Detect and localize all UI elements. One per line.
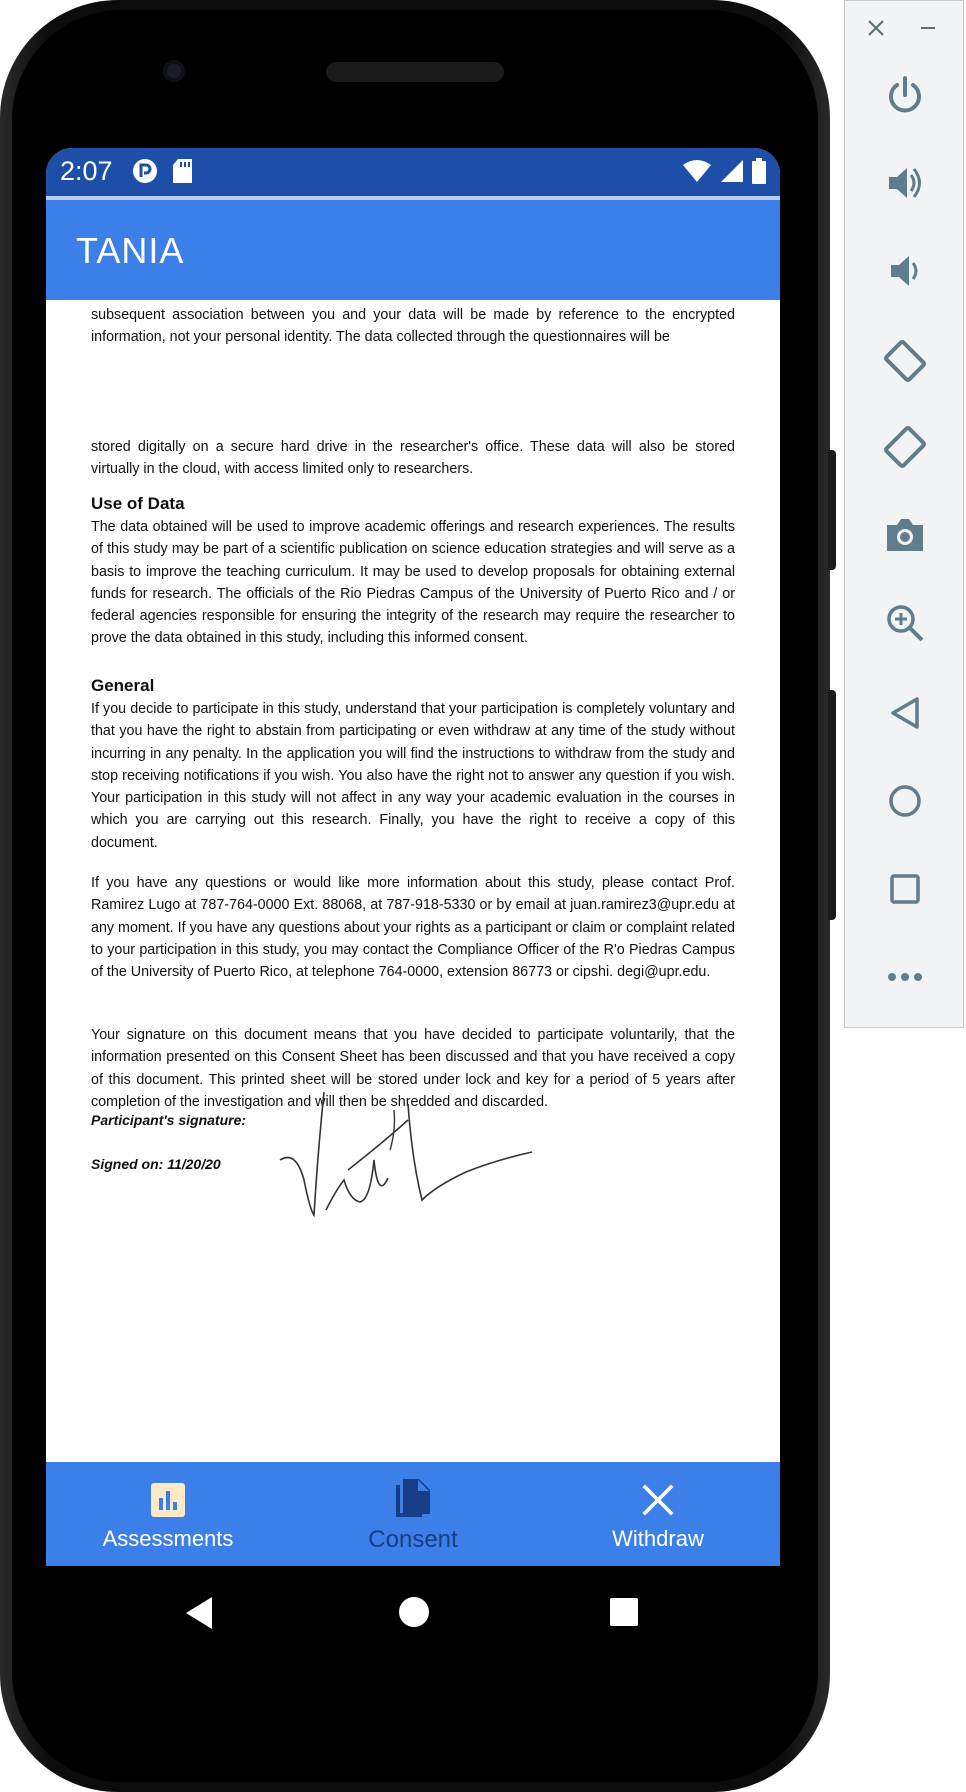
nav-label-consent: Consent — [368, 1526, 458, 1553]
nav-label-withdraw: Withdraw — [612, 1526, 704, 1551]
nav-item-assessments[interactable] — [68, 1462, 268, 1566]
earpiece-speaker — [326, 62, 504, 82]
consent-document[interactable] — [46, 300, 780, 1566]
zoom-icon[interactable] — [875, 593, 935, 653]
document-paragraph: stored digitally on a secure hard drive in the researcher's office. These data will also be stored virtually in the cloud, with access limited only to researchers. — [91, 439, 735, 478]
signed-on-label: Signed on: 11/20/20 — [91, 1156, 221, 1172]
back-icon[interactable] — [875, 683, 935, 743]
phone-side-button-volume — [828, 450, 836, 570]
nav-item-consent[interactable] — [313, 1462, 513, 1566]
nav-item-withdraw[interactable] — [558, 1462, 758, 1566]
bar-chart-icon — [151, 1480, 185, 1520]
wifi-icon — [682, 159, 712, 188]
close-icon — [642, 1480, 674, 1520]
rotate-right-icon[interactable] — [875, 417, 935, 477]
document-copy-icon — [394, 1480, 432, 1520]
emulator-toolbar — [844, 0, 964, 1028]
phone-side-button-power — [828, 690, 836, 920]
app-notification-icon — [132, 158, 158, 189]
document-paragraph: subsequent association between you and your data will be made by reference to the encrypted information, not your personal identity. The data collected through the questionnaires will be — [91, 307, 735, 346]
power-icon[interactable] — [875, 65, 935, 125]
document-paragraph: If you have any questions or would like more information about this study, please contact Prof. Ramirez Lugo at 787-764-0000 Ext. 88068, at 787-918-5330 or by email at juan.ramirez3@upr.edu at any moment. If you have any questions about your rights as a participant or claim or complaint related to your participation in this study, you may contact the Compliance Officer of the R'o Piedras Campus of the University of Puerto Rico, at telephone 764-0000, extension 86773 or cipshi. degi@upr.edu. — [91, 875, 735, 981]
overview-icon[interactable] — [875, 859, 935, 919]
minimize-window-icon[interactable] — [919, 19, 937, 42]
participant-signature-label: Participant's signature: — [91, 1112, 247, 1128]
front-camera — [163, 60, 185, 82]
system-navigation-bar — [46, 1566, 780, 1656]
sd-card-icon — [172, 158, 194, 189]
handwritten-signature — [266, 1090, 556, 1220]
cell-signal-icon — [720, 159, 744, 188]
battery-icon — [752, 158, 766, 189]
app-title: TANIA — [76, 230, 185, 271]
home-icon[interactable] — [875, 771, 935, 831]
document-paragraph: If you decide to participate in this study, understand that your participation is completely voluntary and that you have the right to abstain from participating or even withdraw at any time of the study without incurring in any penalty. In the application you will find the instructions to withdraw from the study and stop receiving notifications if you wish. You also have the right not to answer any question if you wish. Your participation in this study will not affect in any way your academic evaluation in the courses in which you are carrying out this research. Finally, you have the right to receive a copy of this document. — [91, 701, 735, 851]
device-screen — [46, 148, 780, 1566]
system-recents-icon[interactable] — [610, 1598, 638, 1631]
volume-up-icon[interactable] — [875, 153, 935, 213]
document-paragraph: Your signature on this document means that you have decided to participate voluntarily, that the information presented on this Consent Sheet has been discussed and that you have received a copy of this document. This printed sheet will be stored under lock and key for a period of 5 years after completion of the investigation and will then be shredded and discarded. — [91, 1027, 735, 1110]
rotate-left-icon[interactable] — [875, 331, 935, 391]
close-window-icon[interactable] — [867, 19, 885, 42]
section-heading-use-of-data: Use of Data — [91, 494, 185, 513]
system-home-icon[interactable] — [398, 1596, 430, 1633]
app-bar — [46, 200, 780, 300]
more-icon[interactable] — [875, 947, 935, 1007]
system-back-icon[interactable] — [184, 1596, 214, 1635]
document-paragraph: The data obtained will be used to improve academic offerings and research experiences. The results of this study may be part of a scientific publication on science education strategies and will serve as a basis to improve the teaching curriculum. It may be used to develop proposals for obtaining external funds for research. The officials of the Rio Piedras Campus of the University of Puerto Rico and / or federal agencies responsible for ensuring the integrity of the research may require the researcher to prove the data obtained in this study, including this informed consent. — [91, 519, 735, 647]
status-time: 2:07 — [60, 156, 113, 186]
bottom-navigation — [46, 1462, 780, 1566]
camera-icon[interactable] — [875, 505, 935, 565]
section-heading-general: General — [91, 676, 155, 695]
status-bar — [46, 148, 780, 196]
volume-down-icon[interactable] — [875, 241, 935, 301]
nav-label-assessments: Assessments — [102, 1526, 234, 1551]
